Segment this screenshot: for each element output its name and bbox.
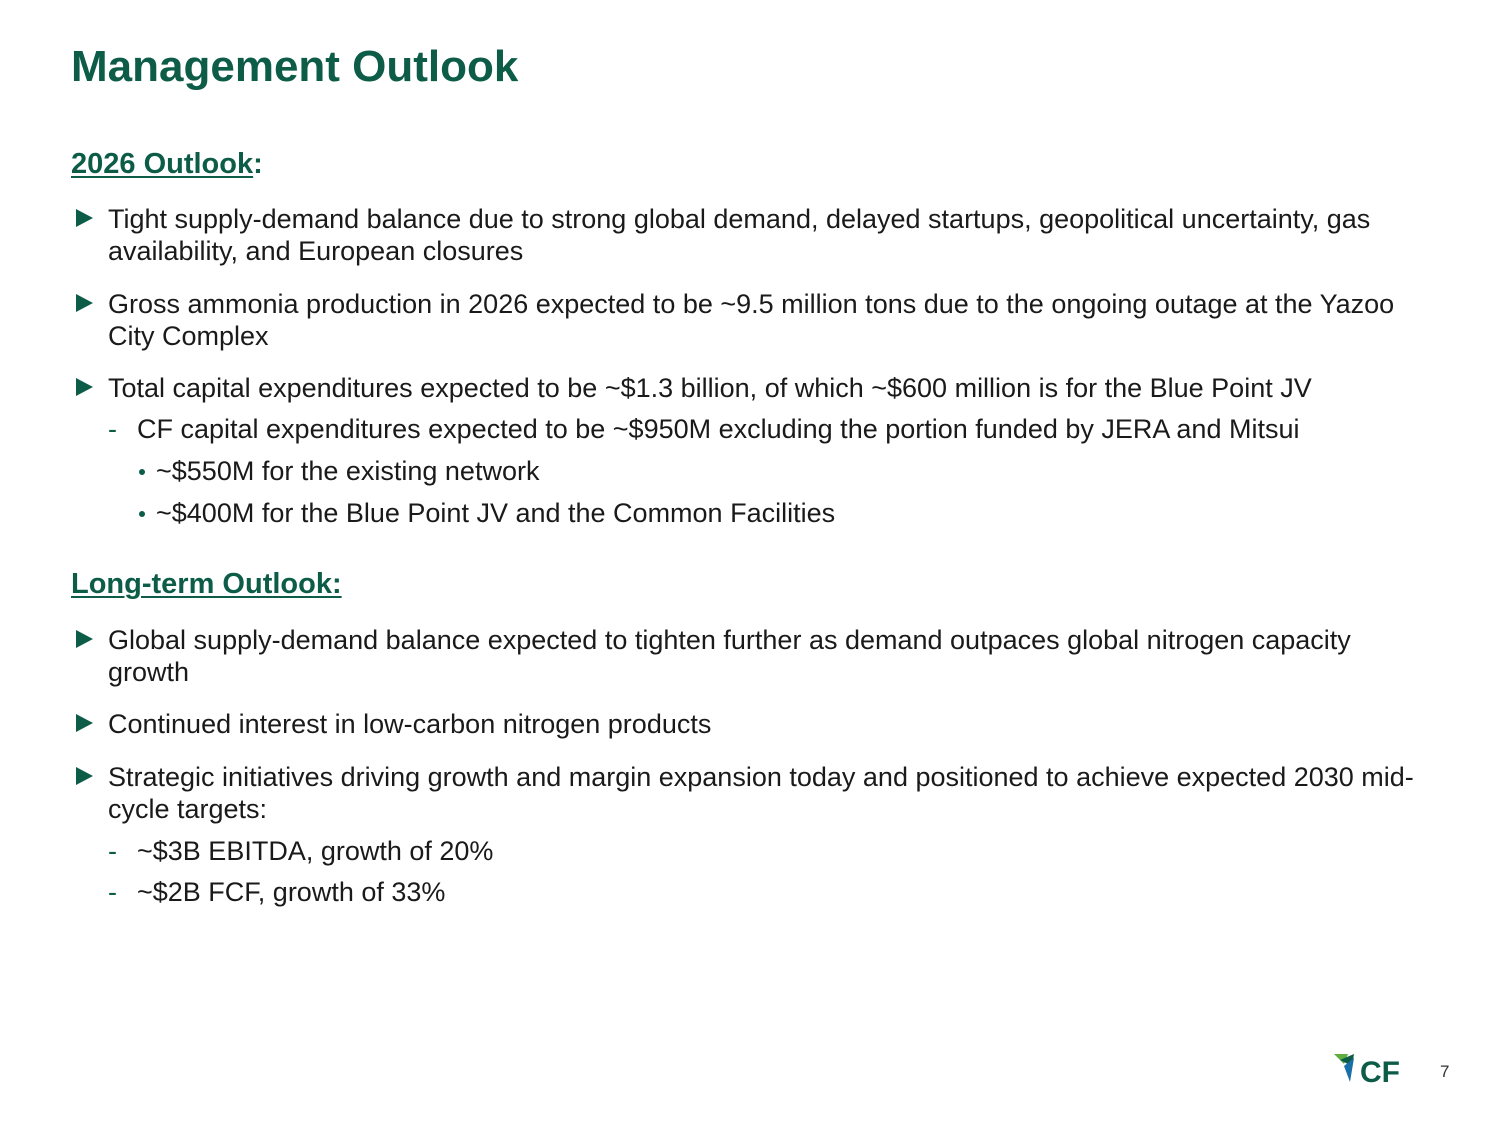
bullet-2026-capex — [76, 372, 1436, 404]
page-number: 7 — [1440, 1062, 1450, 1081]
section-heading-long-term-text: Long-term Outlook: — [71, 568, 342, 600]
triangle-bullet-icon — [76, 714, 93, 732]
subsub-bullet-existing-network — [137, 455, 1437, 487]
subsub-bullet-text: ~$400M for the Blue Point JV and the Common Facilities — [156, 498, 836, 528]
triangle-bullet-icon — [76, 378, 93, 396]
sub-bullet-text: ~$2B FCF, growth of 33% — [137, 877, 446, 907]
sub-bullet-fcf — [108, 876, 1438, 908]
bullet-text: Global supply-demand balance expected to tighten further as demand outpaces global nitrogen capacity growth — [108, 625, 1351, 687]
bullet-long-term-strategic — [76, 761, 1436, 825]
bullet-long-term-low-carbon — [76, 708, 1436, 740]
dash-bullet-marker: - — [108, 414, 117, 444]
subsub-bullet-blue-point — [137, 497, 1437, 529]
sub-bullet-text: ~$3B EBITDA, growth of 20% — [137, 836, 494, 866]
triangle-bullet-icon — [76, 630, 93, 648]
triangle-bullet-icon — [76, 209, 93, 227]
bullet-2026-ammonia-production — [76, 288, 1436, 352]
section-heading-2026 — [71, 148, 263, 181]
sub-bullet-ebitda — [108, 835, 1438, 867]
triangle-bullet-icon — [76, 294, 93, 312]
dot-bullet-icon — [139, 469, 145, 475]
section-heading-long-term — [71, 568, 342, 601]
section-heading-2026-colon: : — [253, 148, 263, 180]
triangle-bullet-icon — [76, 767, 93, 785]
cf-logo-text: CF — [1360, 1056, 1400, 1088]
cf-logo-icon — [1332, 1050, 1412, 1088]
sub-bullet-cf-capex — [108, 413, 1438, 445]
bullet-text: Tight supply-demand balance due to strong global demand, delayed startups, geopolitical uncertainty, gas availability, and European closures — [108, 204, 1371, 266]
section-heading-2026-text: 2026 Outlook — [71, 148, 254, 180]
dot-bullet-icon — [139, 511, 145, 517]
dash-bullet-marker: - — [108, 877, 117, 907]
sub-bullet-text: CF capital expenditures expected to be ~$950M excluding the portion funded by JERA and Mitsui — [137, 414, 1300, 444]
dash-bullet-marker: - — [108, 836, 117, 866]
slide-title: Management Outlook — [71, 42, 519, 91]
bullet-long-term-supply-demand — [76, 624, 1436, 688]
bullet-2026-supply-demand — [76, 203, 1436, 267]
bullet-text: Continued interest in low-carbon nitrogen products — [108, 709, 712, 739]
subsub-bullet-text: ~$550M for the existing network — [156, 456, 540, 486]
bullet-text: Strategic initiatives driving growth and margin expansion today and positioned to achieve expected 2030 mid-cycle targets: — [108, 762, 1414, 824]
bullet-text: Total capital expenditures expected to be ~$1.3 billion, of which ~$600 million is for the Blue Point JV — [108, 373, 1312, 403]
bullet-text: Gross ammonia production in 2026 expected to be ~9.5 million tons due to the ongoing outage at the Yazoo City Complex — [108, 289, 1395, 351]
